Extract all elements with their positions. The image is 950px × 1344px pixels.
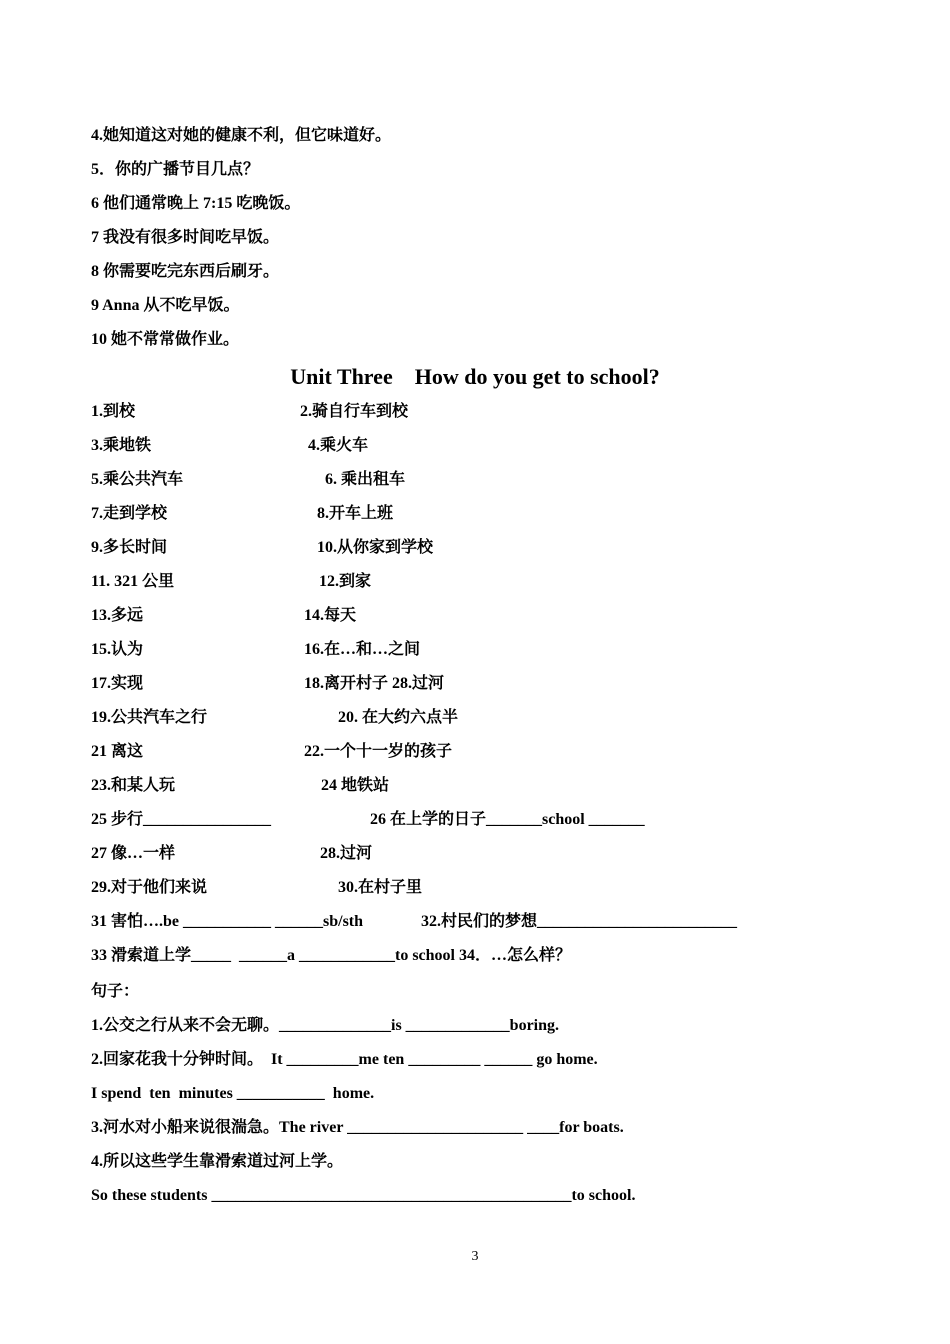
phrase-right: 24 地铁站 [321,777,390,794]
phrase-right: 4.乘火车 [308,437,369,454]
phrase-left: 3.乘地铁 [91,437,152,454]
page-number: 3 [471,1249,479,1264]
sentence-5: 5．你的广播节目几点？ [91,161,260,178]
phrase-left: 29.对于他们来说 [91,879,208,896]
sentence-item: 2.回家花我十分钟时间。 It _________me ten _________ ______ go home. [91,1051,598,1068]
phrase-right: 28.过河 [320,845,373,862]
phrase-left: 5.乘公共汽车 [91,471,184,488]
phrase-left: 13.多远 [91,607,144,624]
phrase-right: 16.在…和…之间 [304,641,421,658]
sentence-item: 3.河水对小船来说很湍急。The river ______________________ ____for boats. [91,1119,624,1136]
phrase-left: 1.到校 [91,403,136,420]
phrase-left: 27 像…一样 [91,845,176,862]
phrase-33-34: 33 滑索道上学_____ ______a ____________to school 34．…怎么样？ [91,947,572,964]
phrase-right: 22.一个十一岁的孩子 [304,743,453,760]
phrase-left: 17.实现 [91,675,144,692]
sentence-6: 6 他们通常晚上 7:15 吃晚饭。 [91,195,301,212]
sentences-heading: 句子： [91,983,140,1000]
phrase-right: 14.每天 [304,607,357,624]
phrase-right: 8.开车上班 [317,505,394,522]
phrase-right: 30.在村子里 [338,879,423,896]
phrase-left: 21 离这 [91,743,144,760]
sentence-9: 9 Anna 从不吃早饭。 [91,297,240,314]
phrase-left: 11. 321 公里 [91,573,175,590]
sentence-4: 4.她知道这对她的健康不利，但它味道好。 [91,127,392,144]
sentence-item: So these students _____________________________________________to school. [91,1187,636,1204]
sentence-8: 8 你需要吃完东西后刷牙。 [91,263,280,280]
phrase-left: 19.公共汽车之行 [91,709,208,726]
sentence-item: 4.所以这些学生靠滑索道过河上学。 [91,1153,344,1170]
phrase-right: 6. 乘出租车 [325,471,406,488]
sentence-10: 10 她不常常做作业。 [91,331,240,348]
phrase-left: 7.走到学校 [91,505,168,522]
phrase-right: 18.离开村子 28.过河 [304,675,445,692]
unit-title: Unit Three How do you get to school? [290,364,660,389]
sentence-item: I spend ten minutes ___________ home. [91,1085,375,1102]
phrase-right: 12.到家 [319,573,372,590]
phrase-left: 31 害怕….be ___________ ______sb/sth [91,913,364,930]
phrase-right: 32.村民们的梦想_________________________ [421,913,738,930]
phrase-left: 15.认为 [91,641,144,658]
phrase-right: 26 在上学的日子_______school _______ [370,811,645,828]
phrase-left: 25 步行________________ [91,811,272,828]
phrase-left: 23.和某人玩 [91,777,176,794]
sentence-7: 7 我没有很多时间吃早饭。 [91,229,280,246]
sentence-item: 1.公交之行从来不会无聊。______________is _____________boring. [91,1017,560,1034]
phrase-left: 9.多长时间 [91,539,168,556]
phrase-right: 10.从你家到学校 [317,539,434,556]
phrase-right: 20. 在大约六点半 [338,709,459,726]
phrase-right: 2.骑自行车到校 [300,403,409,420]
